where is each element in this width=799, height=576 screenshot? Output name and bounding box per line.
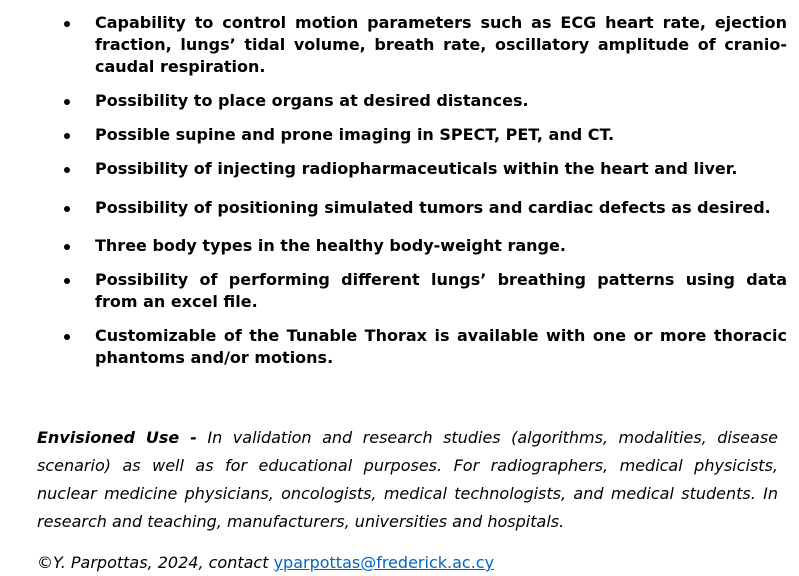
bullet-icon <box>64 278 70 284</box>
feature-item <box>0 124 799 146</box>
feature-text: Possibility of positioning simulated tumors and cardiac defects as desired. <box>95 198 771 217</box>
feature-item <box>0 90 799 112</box>
feature-text: Possibility of injecting radiopharmaceuticals within the heart and liver. <box>95 159 738 178</box>
envisioned-use-text: In validation and research studies (algorithms, modalities, disease scenario) as well as for educational purposes. For radiographers, medical physicists, nuclear medicine physicians, oncologists, medical technologists, and medical students. In research and teaching, manufacturers, universities and hospitals. <box>37 428 779 531</box>
feature-text: Possibility of performing different lungs’ breathing patterns using data from an excel file. <box>95 270 787 311</box>
feature-list <box>0 12 799 369</box>
bullet-icon <box>64 206 70 212</box>
feature-item <box>0 269 799 313</box>
feature-text: Capability to control motion parameters such as ECG heart rate, ejection fraction, lungs’ tidal volume, breath rate, oscillatory amplitude of cranio-caudal respiration. <box>95 13 787 76</box>
copyright-text: ©Y. Parpottas, 2024, contact <box>37 553 274 572</box>
copyright-footer <box>37 551 494 575</box>
feature-item <box>0 235 799 257</box>
contact-email-link[interactable]: yparpottas@frederick.ac.cy <box>273 553 495 572</box>
bullet-icon <box>64 21 70 27</box>
envisioned-use-lead: Envisioned Use - <box>37 428 197 447</box>
bullet-icon <box>64 99 70 105</box>
feature-text: Possibility to place organs at desired distances. <box>95 91 529 110</box>
bullet-icon <box>64 334 70 340</box>
bullet-icon <box>64 133 70 139</box>
feature-text: Possible supine and prone imaging in SPECT, PET, and CT. <box>95 125 615 144</box>
feature-item <box>0 325 799 369</box>
bullet-icon <box>64 244 70 250</box>
feature-text: Customizable of the Tunable Thorax is available with one or more thoracic phantoms and/or motions. <box>95 326 787 367</box>
feature-item <box>0 197 799 219</box>
bullet-icon <box>64 167 70 173</box>
feature-item <box>0 158 799 180</box>
feature-text: Three body types in the healthy body-weight range. <box>95 236 566 255</box>
envisioned-use-paragraph <box>37 424 778 536</box>
feature-item <box>0 12 799 78</box>
